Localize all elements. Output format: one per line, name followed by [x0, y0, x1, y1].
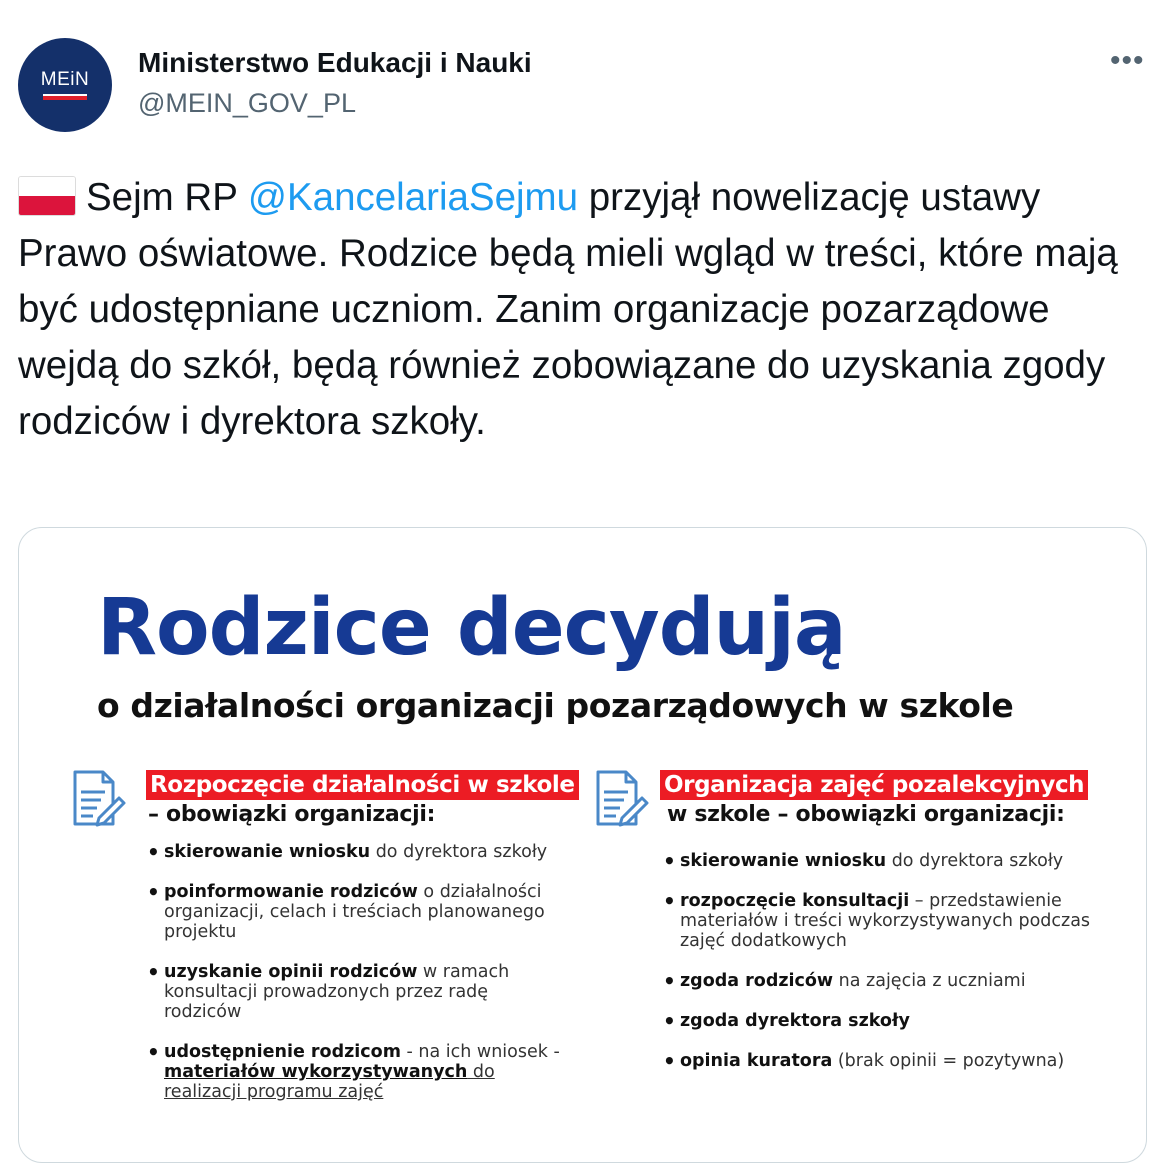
document-edit-icon	[69, 768, 127, 832]
list-item-text: (brak opinii = pozytywna)	[832, 1051, 1065, 1071]
more-options-icon[interactable]: •••	[1110, 44, 1145, 77]
tweet-text-rest: przyjął nowelizację ustawy Prawo oświatowe. Rodzice będą mieli wgląd w treści, które mają być udostępniane uczniom. Zanim organizacje pozarządowe wejdą do szkół, będą również zobowiązane do uzyskania zgody rodziców i dyrektora szkoły.	[18, 176, 1118, 443]
left-column-list	[147, 842, 567, 1102]
list-item	[147, 882, 567, 942]
list-item	[663, 891, 1103, 951]
left-column-subheading: – obowiązki organizacji:	[148, 802, 436, 827]
list-item-text: do dyrektora szkoły	[886, 851, 1064, 871]
list-item-bold: uzyskanie opinii rodziców	[164, 962, 418, 982]
left-column-heading: Rozpoczęcie działalności w szkole	[146, 770, 579, 800]
list-item-bold: skierowanie wniosku	[680, 851, 887, 871]
avatar-logo-text: MEiN	[40, 69, 90, 90]
list-item-underlined: do realizacji programu zajęć	[164, 1062, 495, 1102]
author-handle[interactable]: @MEIN_GOV_PL	[138, 88, 356, 118]
list-item	[147, 962, 567, 1022]
right-column-heading: Organizacja zajęć pozalekcyjnych	[660, 770, 1088, 800]
tweet-text-start: Sejm RP	[86, 176, 248, 219]
list-item-bold: zgoda dyrektora szkoły	[680, 1011, 910, 1031]
list-item-text: – przedstawienie materiałów i treści wykorzystywanych podczas zajęć dodatkowych	[680, 891, 1091, 951]
list-item-bold: opinia kuratora	[680, 1051, 833, 1071]
avatar[interactable]	[18, 38, 112, 132]
list-item	[663, 851, 1103, 871]
tweet-text	[18, 170, 1142, 450]
avatar-logo-bar	[43, 94, 87, 100]
list-item-bold-underlined: materiałów wykorzystywanych	[164, 1062, 468, 1082]
document-edit-icon	[592, 768, 650, 832]
poland-flag-icon	[18, 176, 76, 216]
list-item	[147, 842, 567, 862]
list-item-bold: udostępnienie rodzicom	[164, 1042, 401, 1062]
graphic-subtitle: o działalności organizacji pozarządowych w szkole	[97, 686, 1014, 725]
list-item-text: do dyrektora szkoły	[370, 842, 548, 862]
list-item-text: o działalności organizacji, celach i treściach planowanego projektu	[164, 882, 545, 942]
list-item-text: - na ich wniosek -	[400, 1042, 560, 1062]
list-item-bold: poinformowanie rodziców	[164, 882, 418, 902]
list-item	[147, 1042, 567, 1102]
mention-link[interactable]: @KancelariaSejmu	[247, 176, 579, 219]
list-item-text: w ramach konsultacji prowadzonych przez radę rodziców	[164, 962, 510, 1022]
list-item	[663, 971, 1103, 991]
right-column-subheading: w szkole – obowiązki organizacji:	[667, 802, 1065, 827]
graphic-title: Rodzice decydują	[97, 583, 846, 673]
right-column-list	[663, 851, 1103, 1071]
list-item-bold: skierowanie wniosku	[164, 842, 371, 862]
list-item-text: na zajęcia z uczniami	[833, 971, 1026, 991]
tweet-media-image[interactable]	[18, 527, 1147, 1163]
list-item	[663, 1011, 1103, 1031]
list-item-bold: zgoda rodziców	[680, 971, 834, 991]
list-item	[663, 1051, 1103, 1071]
list-item-bold: rozpoczęcie konsultacji	[680, 891, 910, 911]
author-display-name[interactable]: Ministerstwo Edukacji i Nauki	[138, 47, 532, 78]
